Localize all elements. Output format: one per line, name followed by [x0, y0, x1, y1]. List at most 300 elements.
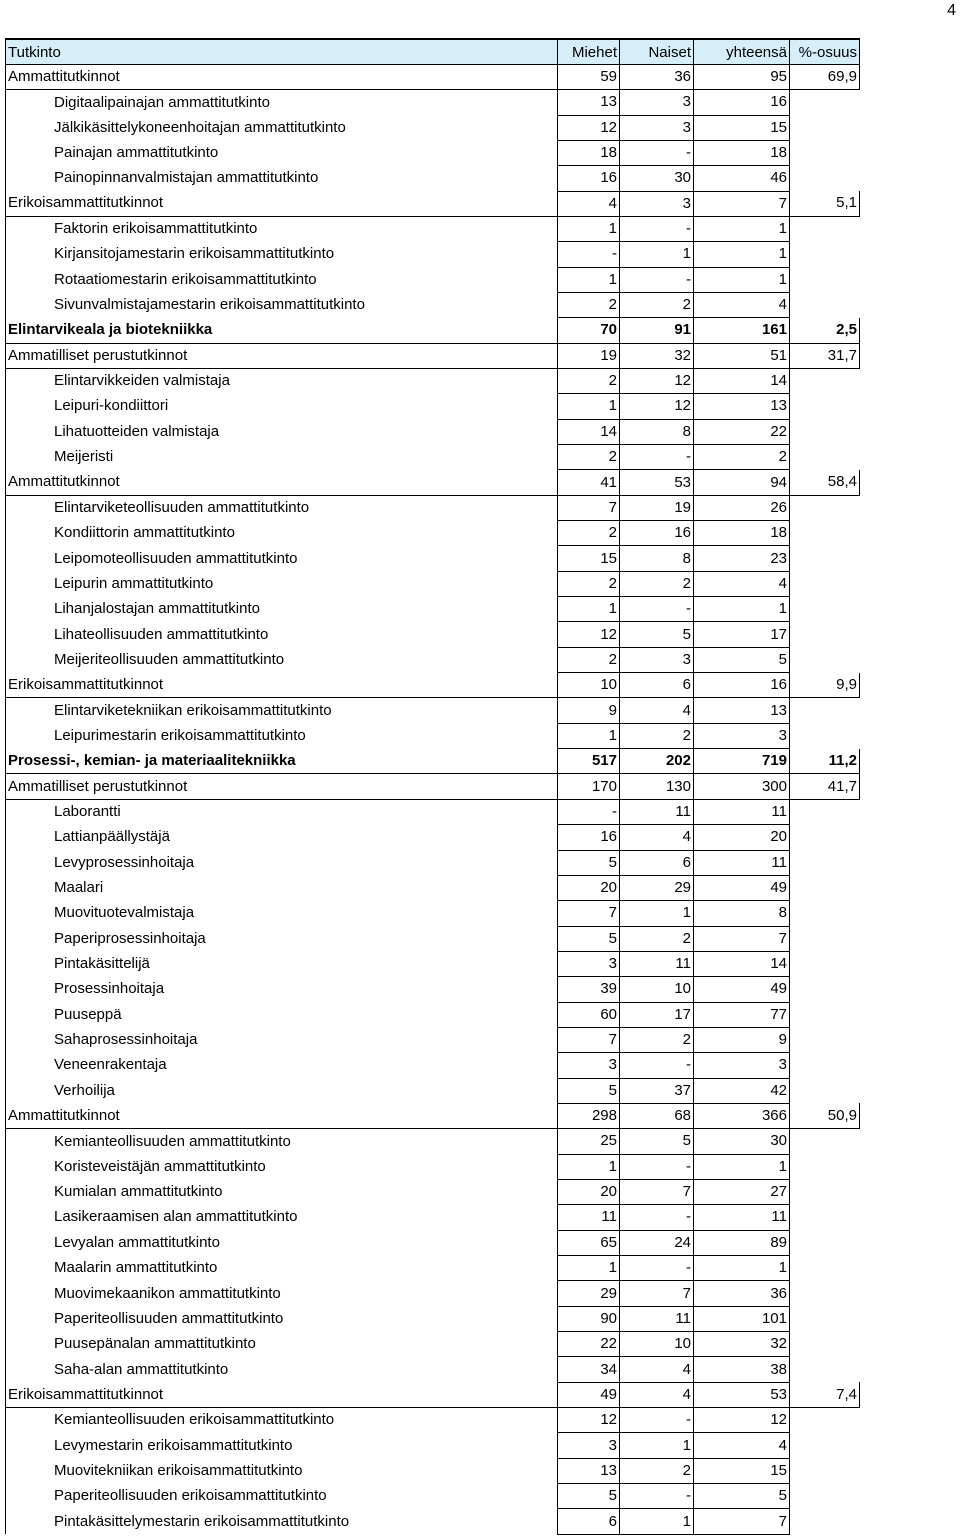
- row-miehet: 5: [558, 850, 620, 875]
- table-row: [6, 1484, 860, 1509]
- row-naiset: 29: [620, 875, 694, 900]
- table-row: [6, 1408, 860, 1433]
- row-osuus: [790, 1154, 860, 1179]
- row-naiset: -: [620, 1408, 694, 1433]
- row-miehet: 29: [558, 1281, 620, 1306]
- row-yhteensa: 23: [694, 546, 790, 571]
- table-header-row: [6, 39, 860, 64]
- row-osuus: [790, 394, 860, 419]
- row-miehet: 1: [558, 267, 620, 292]
- row-miehet: 59: [558, 64, 620, 89]
- row-yhteensa: 89: [694, 1230, 790, 1255]
- row-naiset: -: [620, 1256, 694, 1281]
- row-naiset: 1: [620, 242, 694, 267]
- row-naiset: 12: [620, 368, 694, 393]
- row-naiset: 37: [620, 1078, 694, 1103]
- row-yhteensa: 13: [694, 394, 790, 419]
- table-row: [6, 1256, 860, 1281]
- row-osuus: 5,1: [790, 191, 860, 216]
- row-naiset: -: [620, 445, 694, 470]
- row-name: Ammattitutkinnot: [6, 470, 558, 495]
- row-miehet: 90: [558, 1306, 620, 1331]
- row-name: Muovituotevalmistaja: [6, 901, 558, 926]
- row-miehet: 1: [558, 723, 620, 748]
- row-miehet: 298: [558, 1103, 620, 1128]
- row-miehet: 15: [558, 546, 620, 571]
- row-naiset: 4: [620, 698, 694, 723]
- row-yhteensa: 14: [694, 368, 790, 393]
- row-naiset: 8: [620, 546, 694, 571]
- row-miehet: 10: [558, 673, 620, 698]
- row-naiset: 2: [620, 571, 694, 596]
- row-miehet: 3: [558, 1433, 620, 1458]
- row-name: Puusepänalan ammattitutkinto: [6, 1332, 558, 1357]
- row-osuus: [790, 115, 860, 140]
- table-row: [6, 673, 860, 698]
- row-name: Leipurin ammattitutkinto: [6, 571, 558, 596]
- row-yhteensa: 7: [694, 191, 790, 216]
- row-name: Kondiittorin ammattitutkinto: [6, 521, 558, 546]
- row-yhteensa: 15: [694, 115, 790, 140]
- row-osuus: [790, 1509, 860, 1534]
- row-naiset: 4: [620, 1382, 694, 1407]
- row-osuus: [790, 368, 860, 393]
- row-naiset: 3: [620, 115, 694, 140]
- row-naiset: 19: [620, 495, 694, 520]
- qualification-statistics-table: [5, 38, 860, 1535]
- row-yhteensa: 2: [694, 445, 790, 470]
- row-osuus: [790, 1433, 860, 1458]
- row-miehet: 1: [558, 597, 620, 622]
- row-osuus: [790, 1484, 860, 1509]
- row-naiset: -: [620, 597, 694, 622]
- row-yhteensa: 719: [694, 749, 790, 774]
- header-tutkinto: Tutkinto: [6, 39, 558, 64]
- table-row: [6, 1205, 860, 1230]
- row-naiset: 3: [620, 191, 694, 216]
- row-miehet: 2: [558, 292, 620, 317]
- row-naiset: -: [620, 267, 694, 292]
- table-row: [6, 1458, 860, 1483]
- row-miehet: 5: [558, 926, 620, 951]
- row-naiset: 6: [620, 850, 694, 875]
- row-name: Muovitekniikan erikoisammattitutkinto: [6, 1458, 558, 1483]
- table-row: [6, 1154, 860, 1179]
- table-row: [6, 926, 860, 951]
- row-osuus: [790, 216, 860, 241]
- row-name: Leipuri-kondiittori: [6, 394, 558, 419]
- row-yhteensa: 26: [694, 495, 790, 520]
- row-naiset: -: [620, 1154, 694, 1179]
- row-osuus: [790, 850, 860, 875]
- row-name: Paperiprosessinhoitaja: [6, 926, 558, 951]
- row-yhteensa: 95: [694, 64, 790, 89]
- row-naiset: 3: [620, 647, 694, 672]
- row-yhteensa: 42: [694, 1078, 790, 1103]
- row-osuus: [790, 901, 860, 926]
- row-name: Sivunvalmistajamestarin erikoisammattitutkinto: [6, 292, 558, 317]
- row-yhteensa: 77: [694, 1002, 790, 1027]
- row-naiset: 4: [620, 825, 694, 850]
- row-name: Lasikeraamisen alan ammattitutkinto: [6, 1205, 558, 1230]
- row-naiset: 24: [620, 1230, 694, 1255]
- row-yhteensa: 101: [694, 1306, 790, 1331]
- table-row: [6, 368, 860, 393]
- table-row: [6, 1306, 860, 1331]
- row-miehet: 2: [558, 445, 620, 470]
- row-name: Meijeristi: [6, 445, 558, 470]
- row-miehet: 20: [558, 875, 620, 900]
- row-name: Puuseppä: [6, 1002, 558, 1027]
- row-yhteensa: 49: [694, 977, 790, 1002]
- row-name: Elintarvikkeiden valmistaja: [6, 368, 558, 393]
- row-yhteensa: 14: [694, 951, 790, 976]
- row-osuus: [790, 1408, 860, 1433]
- row-osuus: [790, 1332, 860, 1357]
- row-miehet: 3: [558, 951, 620, 976]
- table-row: [6, 1281, 860, 1306]
- row-osuus: [790, 267, 860, 292]
- row-name: Muovimekaanikon ammattitutkinto: [6, 1281, 558, 1306]
- table-row: [6, 546, 860, 571]
- row-miehet: 12: [558, 622, 620, 647]
- row-miehet: 517: [558, 749, 620, 774]
- table-row: [6, 216, 860, 241]
- row-miehet: 65: [558, 1230, 620, 1255]
- row-osuus: [790, 951, 860, 976]
- row-osuus: [790, 926, 860, 951]
- row-naiset: 16: [620, 521, 694, 546]
- row-name: Lattianpäällystäjä: [6, 825, 558, 850]
- row-osuus: 7,4: [790, 1382, 860, 1407]
- table-row: [6, 495, 860, 520]
- row-yhteensa: 11: [694, 799, 790, 824]
- row-yhteensa: 5: [694, 1484, 790, 1509]
- row-yhteensa: 46: [694, 166, 790, 191]
- row-name: Prosessi-, kemian- ja materiaalitekniikka: [6, 749, 558, 774]
- row-name: Digitaalipainajan ammattitutkinto: [6, 90, 558, 115]
- row-osuus: [790, 1027, 860, 1052]
- row-naiset: 2: [620, 1458, 694, 1483]
- row-osuus: [790, 1458, 860, 1483]
- row-miehet: 18: [558, 140, 620, 165]
- row-yhteensa: 13: [694, 698, 790, 723]
- row-name: Levyprosessinhoitaja: [6, 850, 558, 875]
- row-yhteensa: 32: [694, 1332, 790, 1357]
- row-name: Ammatilliset perustutkinnot: [6, 343, 558, 368]
- row-osuus: [790, 1129, 860, 1154]
- table-row: [6, 1129, 860, 1154]
- table-row: [6, 191, 860, 216]
- table-row: [6, 1509, 860, 1534]
- table-row: [6, 292, 860, 317]
- row-miehet: 12: [558, 115, 620, 140]
- row-naiset: -: [620, 216, 694, 241]
- row-osuus: 2,5: [790, 318, 860, 343]
- row-name: Laborantti: [6, 799, 558, 824]
- row-yhteensa: 18: [694, 140, 790, 165]
- row-osuus: [790, 647, 860, 672]
- header-miehet: Miehet: [558, 39, 620, 64]
- table-row: [6, 901, 860, 926]
- row-osuus: [790, 521, 860, 546]
- row-miehet: 60: [558, 1002, 620, 1027]
- table-row: [6, 825, 860, 850]
- table-row: [6, 875, 860, 900]
- row-yhteensa: 38: [694, 1357, 790, 1382]
- row-name: Kirjansitojamestarin erikoisammattitutkinto: [6, 242, 558, 267]
- table-row: [6, 1332, 860, 1357]
- row-miehet: 4: [558, 191, 620, 216]
- row-naiset: 12: [620, 394, 694, 419]
- row-osuus: [790, 977, 860, 1002]
- row-yhteensa: 20: [694, 825, 790, 850]
- row-yhteensa: 3: [694, 723, 790, 748]
- row-name: Kemianteollisuuden ammattitutkinto: [6, 1129, 558, 1154]
- table-row: [6, 242, 860, 267]
- row-name: Jälkikäsittelykoneenhoitajan ammattitutkinto: [6, 115, 558, 140]
- row-name: Paperiteollisuuden erikoisammattitutkinto: [6, 1484, 558, 1509]
- row-osuus: [790, 140, 860, 165]
- row-name: Erikoisammattitutkinnot: [6, 1382, 558, 1407]
- table-row: [6, 698, 860, 723]
- row-naiset: -: [620, 140, 694, 165]
- row-name: Ammattitutkinnot: [6, 64, 558, 89]
- table-row: [6, 115, 860, 140]
- row-naiset: 10: [620, 1332, 694, 1357]
- row-naiset: 11: [620, 799, 694, 824]
- row-name: Verhoilija: [6, 1078, 558, 1103]
- row-osuus: [790, 546, 860, 571]
- row-miehet: 39: [558, 977, 620, 1002]
- row-miehet: 170: [558, 774, 620, 799]
- row-naiset: 36: [620, 64, 694, 89]
- row-osuus: [790, 1281, 860, 1306]
- row-naiset: -: [620, 1053, 694, 1078]
- row-yhteensa: 161: [694, 318, 790, 343]
- table-row: [6, 1053, 860, 1078]
- table-row: [6, 774, 860, 799]
- row-name: Kemianteollisuuden erikoisammattitutkinto: [6, 1408, 558, 1433]
- row-osuus: [790, 698, 860, 723]
- row-yhteensa: 9: [694, 1027, 790, 1052]
- table-row: [6, 445, 860, 470]
- row-miehet: 5: [558, 1078, 620, 1103]
- table-row: [6, 597, 860, 622]
- row-name: Lihanjalostajan ammattitutkinto: [6, 597, 558, 622]
- row-naiset: 2: [620, 1027, 694, 1052]
- row-yhteensa: 300: [694, 774, 790, 799]
- row-yhteensa: 15: [694, 1458, 790, 1483]
- row-miehet: 20: [558, 1179, 620, 1204]
- row-osuus: [790, 495, 860, 520]
- row-naiset: 7: [620, 1179, 694, 1204]
- table-row: [6, 1078, 860, 1103]
- row-name: Kumialan ammattitutkinto: [6, 1179, 558, 1204]
- row-osuus: [790, 1078, 860, 1103]
- table-row: [6, 749, 860, 774]
- row-miehet: 5: [558, 1484, 620, 1509]
- row-name: Elintarvikeala ja biotekniikka: [6, 318, 558, 343]
- row-name: Meijeriteollisuuden ammattitutkinto: [6, 647, 558, 672]
- row-naiset: 68: [620, 1103, 694, 1128]
- page-number: 4: [947, 2, 956, 19]
- table-row: [6, 318, 860, 343]
- row-yhteensa: 1: [694, 1154, 790, 1179]
- row-miehet: 9: [558, 698, 620, 723]
- row-miehet: 2: [558, 571, 620, 596]
- row-yhteensa: 16: [694, 673, 790, 698]
- row-naiset: -: [620, 1484, 694, 1509]
- row-osuus: [790, 799, 860, 824]
- table-row: [6, 521, 860, 546]
- table-row: [6, 850, 860, 875]
- row-yhteensa: 4: [694, 292, 790, 317]
- row-name: Maalarin ammattitutkinto: [6, 1256, 558, 1281]
- row-naiset: -: [620, 1205, 694, 1230]
- row-name: Saha-alan ammattitutkinto: [6, 1357, 558, 1382]
- row-name: Pintakäsittelymestarin erikoisammattitutkinto: [6, 1509, 558, 1534]
- row-yhteensa: 8: [694, 901, 790, 926]
- table-row: [6, 394, 860, 419]
- row-yhteensa: 94: [694, 470, 790, 495]
- row-miehet: 1: [558, 1256, 620, 1281]
- row-name: Erikoisammattitutkinnot: [6, 191, 558, 216]
- row-name: Painopinnanvalmistajan ammattitutkinto: [6, 166, 558, 191]
- row-name: Ammatilliset perustutkinnot: [6, 774, 558, 799]
- row-osuus: [790, 825, 860, 850]
- row-name: Levymestarin erikoisammattitutkinto: [6, 1433, 558, 1458]
- row-yhteensa: 366: [694, 1103, 790, 1128]
- row-naiset: 1: [620, 1433, 694, 1458]
- row-miehet: 12: [558, 1408, 620, 1433]
- row-yhteensa: 16: [694, 90, 790, 115]
- row-yhteensa: 11: [694, 850, 790, 875]
- row-osuus: [790, 1179, 860, 1204]
- row-yhteensa: 3: [694, 1053, 790, 1078]
- row-miehet: 2: [558, 521, 620, 546]
- table-row: [6, 571, 860, 596]
- row-miehet: 7: [558, 1027, 620, 1052]
- row-yhteensa: 1: [694, 597, 790, 622]
- row-miehet: 7: [558, 495, 620, 520]
- row-naiset: 53: [620, 470, 694, 495]
- row-name: Rotaatiomestarin erikoisammattitutkinto: [6, 267, 558, 292]
- row-yhteensa: 53: [694, 1382, 790, 1407]
- row-miehet: 16: [558, 825, 620, 850]
- row-osuus: [790, 445, 860, 470]
- row-name: Maalari: [6, 875, 558, 900]
- row-miehet: -: [558, 242, 620, 267]
- row-naiset: 32: [620, 343, 694, 368]
- row-osuus: [790, 90, 860, 115]
- row-naiset: 6: [620, 673, 694, 698]
- row-yhteensa: 1: [694, 242, 790, 267]
- row-miehet: 1: [558, 1154, 620, 1179]
- row-yhteensa: 22: [694, 419, 790, 444]
- row-yhteensa: 4: [694, 571, 790, 596]
- row-miehet: 3: [558, 1053, 620, 1078]
- row-miehet: 25: [558, 1129, 620, 1154]
- row-yhteensa: 1: [694, 267, 790, 292]
- row-osuus: 69,9: [790, 64, 860, 89]
- row-yhteensa: 4: [694, 1433, 790, 1458]
- row-naiset: 5: [620, 622, 694, 647]
- table-row: [6, 64, 860, 89]
- row-name: Leipurimestarin erikoisammattitutkinto: [6, 723, 558, 748]
- row-miehet: 70: [558, 318, 620, 343]
- row-yhteensa: 17: [694, 622, 790, 647]
- table-row: [6, 470, 860, 495]
- row-osuus: [790, 723, 860, 748]
- row-miehet: 41: [558, 470, 620, 495]
- row-name: Prosessinhoitaja: [6, 977, 558, 1002]
- row-osuus: [790, 166, 860, 191]
- table-row: [6, 799, 860, 824]
- table-row: [6, 951, 860, 976]
- table-row: [6, 1433, 860, 1458]
- row-name: Koristeveistäjän ammattitutkinto: [6, 1154, 558, 1179]
- row-name: Lihatuotteiden valmistaja: [6, 419, 558, 444]
- table-row: [6, 622, 860, 647]
- row-name: Paperiteollisuuden ammattitutkinto: [6, 1306, 558, 1331]
- table-row: [6, 140, 860, 165]
- row-name: Sahaprosessinhoitaja: [6, 1027, 558, 1052]
- row-naiset: 8: [620, 419, 694, 444]
- row-naiset: 2: [620, 723, 694, 748]
- row-miehet: 49: [558, 1382, 620, 1407]
- row-yhteensa: 36: [694, 1281, 790, 1306]
- row-yhteensa: 7: [694, 926, 790, 951]
- table-row: [6, 647, 860, 672]
- row-osuus: [790, 597, 860, 622]
- row-name: Leipomoteollisuuden ammattitutkinto: [6, 546, 558, 571]
- row-name: Ammattitutkinnot: [6, 1103, 558, 1128]
- header-yhteensa: yhteensä: [694, 39, 790, 64]
- row-osuus: [790, 1256, 860, 1281]
- table-row: [6, 419, 860, 444]
- row-naiset: 11: [620, 1306, 694, 1331]
- row-yhteensa: 7: [694, 1509, 790, 1534]
- table-row: [6, 267, 860, 292]
- row-naiset: 10: [620, 977, 694, 1002]
- row-miehet: 7: [558, 901, 620, 926]
- row-osuus: [790, 419, 860, 444]
- row-osuus: [790, 1306, 860, 1331]
- row-miehet: 2: [558, 647, 620, 672]
- row-miehet: 34: [558, 1357, 620, 1382]
- row-osuus: [790, 242, 860, 267]
- row-naiset: 2: [620, 292, 694, 317]
- row-yhteensa: 49: [694, 875, 790, 900]
- table-body: [6, 64, 860, 1534]
- row-osuus: 9,9: [790, 673, 860, 698]
- row-yhteensa: 27: [694, 1179, 790, 1204]
- row-naiset: 91: [620, 318, 694, 343]
- row-yhteensa: 1: [694, 216, 790, 241]
- row-osuus: 50,9: [790, 1103, 860, 1128]
- row-miehet: 13: [558, 90, 620, 115]
- row-miehet: 14: [558, 419, 620, 444]
- table-row: [6, 343, 860, 368]
- row-name: Elintarviketekniikan erikoisammattitutkinto: [6, 698, 558, 723]
- row-osuus: [790, 1357, 860, 1382]
- header-naiset: Naiset: [620, 39, 694, 64]
- table-row: [6, 1179, 860, 1204]
- row-miehet: 11: [558, 1205, 620, 1230]
- row-osuus: [790, 622, 860, 647]
- row-miehet: -: [558, 799, 620, 824]
